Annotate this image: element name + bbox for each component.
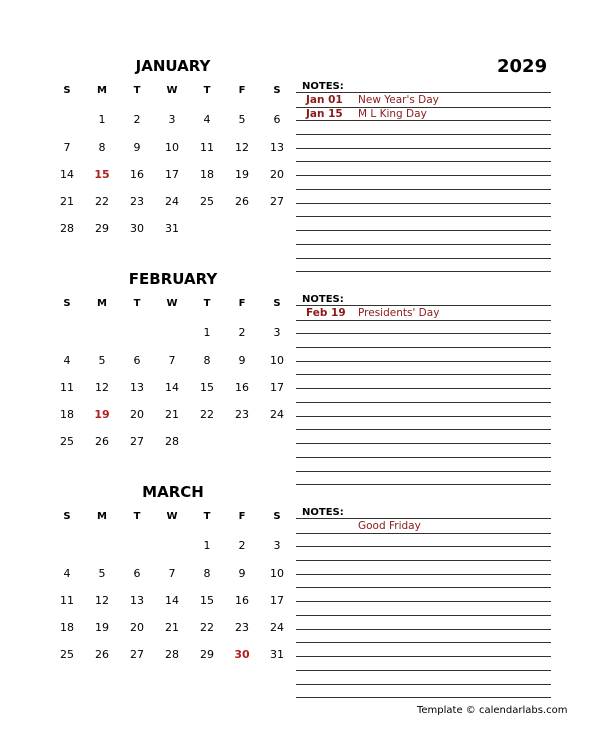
footer-credit: Template © calendarlabs.com xyxy=(417,705,568,716)
notes-line xyxy=(296,216,551,217)
notes-line xyxy=(296,574,551,575)
weekday-header: S xyxy=(63,85,71,96)
day-cell: 17 xyxy=(270,594,284,607)
notes-line xyxy=(296,416,551,417)
day-cell: 9 xyxy=(133,141,141,154)
notes-line xyxy=(296,546,551,547)
weekday-header: M xyxy=(97,298,107,309)
weekday-header: S xyxy=(273,85,281,96)
day-cell: 5 xyxy=(98,567,106,580)
holiday-day: 19 xyxy=(94,408,110,421)
day-cell: 22 xyxy=(95,195,109,208)
day-cell: 6 xyxy=(273,113,281,126)
notes-line xyxy=(296,615,551,616)
day-cell: 28 xyxy=(165,648,179,661)
day-cell: 25 xyxy=(200,195,214,208)
notes-line xyxy=(296,107,551,108)
notes-line xyxy=(296,320,551,321)
day-cell: 4 xyxy=(63,354,71,367)
weekday-header: T xyxy=(133,511,141,522)
day-cell: 6 xyxy=(133,354,141,367)
weekday-header: S xyxy=(63,298,71,309)
day-cell: 11 xyxy=(60,594,74,607)
weekday-header: F xyxy=(238,511,246,522)
notes-line xyxy=(296,333,551,334)
day-cell: 20 xyxy=(130,408,144,421)
day-cell: 8 xyxy=(203,567,211,580)
day-cell: 18 xyxy=(200,168,214,181)
day-cell: 19 xyxy=(235,168,249,181)
day-cell: 3 xyxy=(168,113,176,126)
day-cell: 24 xyxy=(270,408,284,421)
day-cell: 29 xyxy=(200,648,214,661)
note-holiday-name: M L King Day xyxy=(358,108,427,120)
day-cell: 27 xyxy=(270,195,284,208)
day-cell: 9 xyxy=(238,567,246,580)
notes-line xyxy=(296,471,551,472)
day-cell: 10 xyxy=(270,567,284,580)
holiday-day: 15 xyxy=(94,168,110,181)
day-cell: 30 xyxy=(130,222,144,235)
day-cell: 8 xyxy=(98,141,106,154)
day-cell: 27 xyxy=(130,435,144,448)
month-title: JANUARY xyxy=(135,57,211,75)
notes-line xyxy=(296,175,551,176)
year-title: 2029 xyxy=(497,56,548,77)
note-holiday-name: Presidents' Day xyxy=(358,307,440,319)
day-cell: 23 xyxy=(130,195,144,208)
day-cell: 2 xyxy=(238,539,246,552)
weekday-header: W xyxy=(166,85,178,96)
day-cell: 15 xyxy=(200,381,214,394)
notes-line xyxy=(296,148,551,149)
day-cell: 24 xyxy=(165,195,179,208)
notes-line xyxy=(296,587,551,588)
notes-line xyxy=(296,457,551,458)
notes-line xyxy=(296,203,551,204)
day-cell: 19 xyxy=(95,621,109,634)
day-cell: 8 xyxy=(203,354,211,367)
note-holiday-name: New Year's Day xyxy=(358,94,439,106)
day-cell: 21 xyxy=(165,408,179,421)
day-cell: 5 xyxy=(238,113,246,126)
notes-line xyxy=(296,670,551,671)
holiday-day: 30 xyxy=(234,648,250,661)
day-cell: 16 xyxy=(130,168,144,181)
note-date: Feb 19 xyxy=(306,307,346,319)
notes-line xyxy=(296,533,551,534)
day-cell: 4 xyxy=(63,567,71,580)
day-cell: 11 xyxy=(60,381,74,394)
day-cell: 31 xyxy=(165,222,179,235)
notes-line xyxy=(296,258,551,259)
month-title: MARCH xyxy=(142,483,204,501)
weekday-header: M xyxy=(97,511,107,522)
day-cell: 7 xyxy=(168,567,176,580)
day-cell: 14 xyxy=(60,168,74,181)
month-title: FEBRUARY xyxy=(128,270,218,288)
day-cell: 16 xyxy=(235,381,249,394)
day-cell: 28 xyxy=(165,435,179,448)
notes-line xyxy=(296,244,551,245)
day-cell: 1 xyxy=(203,326,211,339)
day-cell: 7 xyxy=(168,354,176,367)
notes-line xyxy=(296,656,551,657)
notes-line xyxy=(296,484,551,485)
notes-line xyxy=(296,134,551,135)
day-cell: 18 xyxy=(60,621,74,634)
day-cell: 27 xyxy=(130,648,144,661)
notes-line xyxy=(296,92,551,93)
weekday-header: T xyxy=(133,298,141,309)
notes-line xyxy=(296,161,551,162)
notes-line xyxy=(296,697,551,698)
weekday-header: W xyxy=(166,511,178,522)
day-cell: 2 xyxy=(133,113,141,126)
weekday-header: S xyxy=(63,511,71,522)
notes-line xyxy=(296,642,551,643)
day-cell: 26 xyxy=(95,648,109,661)
day-cell: 16 xyxy=(235,594,249,607)
day-cell: 17 xyxy=(165,168,179,181)
day-cell: 9 xyxy=(238,354,246,367)
day-cell: 3 xyxy=(273,326,281,339)
notes-line xyxy=(296,347,551,348)
day-cell: 31 xyxy=(270,648,284,661)
notes-line xyxy=(296,684,551,685)
notes-line xyxy=(296,443,551,444)
day-cell: 14 xyxy=(165,381,179,394)
note-date: Jan 01 xyxy=(306,94,343,106)
day-cell: 1 xyxy=(98,113,106,126)
day-cell: 14 xyxy=(165,594,179,607)
day-cell: 21 xyxy=(60,195,74,208)
day-cell: 1 xyxy=(203,539,211,552)
day-cell: 12 xyxy=(235,141,249,154)
notes-line xyxy=(296,189,551,190)
notes-line xyxy=(296,518,551,519)
weekday-header: T xyxy=(203,511,211,522)
day-cell: 21 xyxy=(165,621,179,634)
day-cell: 20 xyxy=(130,621,144,634)
weekday-header: T xyxy=(133,85,141,96)
day-cell: 4 xyxy=(203,113,211,126)
weekday-header: T xyxy=(203,85,211,96)
note-date: Jan 15 xyxy=(306,108,343,120)
day-cell: 13 xyxy=(270,141,284,154)
notes-line xyxy=(296,361,551,362)
notes-label: NOTES: xyxy=(302,507,344,518)
day-cell: 15 xyxy=(200,594,214,607)
day-cell: 22 xyxy=(200,408,214,421)
weekday-header: S xyxy=(273,298,281,309)
notes-label: NOTES: xyxy=(302,294,344,305)
notes-line xyxy=(296,629,551,630)
weekday-header: F xyxy=(238,298,246,309)
day-cell: 17 xyxy=(270,381,284,394)
day-cell: 6 xyxy=(133,567,141,580)
day-cell: 11 xyxy=(200,141,214,154)
day-cell: 23 xyxy=(235,621,249,634)
notes-line xyxy=(296,230,551,231)
notes-line xyxy=(296,271,551,272)
weekday-header: T xyxy=(203,298,211,309)
notes-label: NOTES: xyxy=(302,81,344,92)
weekday-header: S xyxy=(273,511,281,522)
day-cell: 26 xyxy=(235,195,249,208)
day-cell: 13 xyxy=(130,381,144,394)
weekday-header: W xyxy=(166,298,178,309)
notes-line xyxy=(296,374,551,375)
day-cell: 22 xyxy=(200,621,214,634)
day-cell: 25 xyxy=(60,648,74,661)
day-cell: 7 xyxy=(63,141,71,154)
notes-line xyxy=(296,402,551,403)
day-cell: 25 xyxy=(60,435,74,448)
day-cell: 12 xyxy=(95,594,109,607)
day-cell: 29 xyxy=(95,222,109,235)
day-cell: 2 xyxy=(238,326,246,339)
notes-line xyxy=(296,120,551,121)
notes-line xyxy=(296,388,551,389)
day-cell: 10 xyxy=(270,354,284,367)
day-cell: 13 xyxy=(130,594,144,607)
day-cell: 5 xyxy=(98,354,106,367)
note-holiday-name: Good Friday xyxy=(358,520,421,532)
day-cell: 10 xyxy=(165,141,179,154)
day-cell: 26 xyxy=(95,435,109,448)
day-cell: 24 xyxy=(270,621,284,634)
notes-line xyxy=(296,429,551,430)
day-cell: 20 xyxy=(270,168,284,181)
day-cell: 18 xyxy=(60,408,74,421)
day-cell: 28 xyxy=(60,222,74,235)
weekday-header: M xyxy=(97,85,107,96)
day-cell: 23 xyxy=(235,408,249,421)
weekday-header: F xyxy=(238,85,246,96)
notes-line xyxy=(296,601,551,602)
notes-line xyxy=(296,305,551,306)
notes-line xyxy=(296,560,551,561)
day-cell: 12 xyxy=(95,381,109,394)
day-cell: 3 xyxy=(273,539,281,552)
